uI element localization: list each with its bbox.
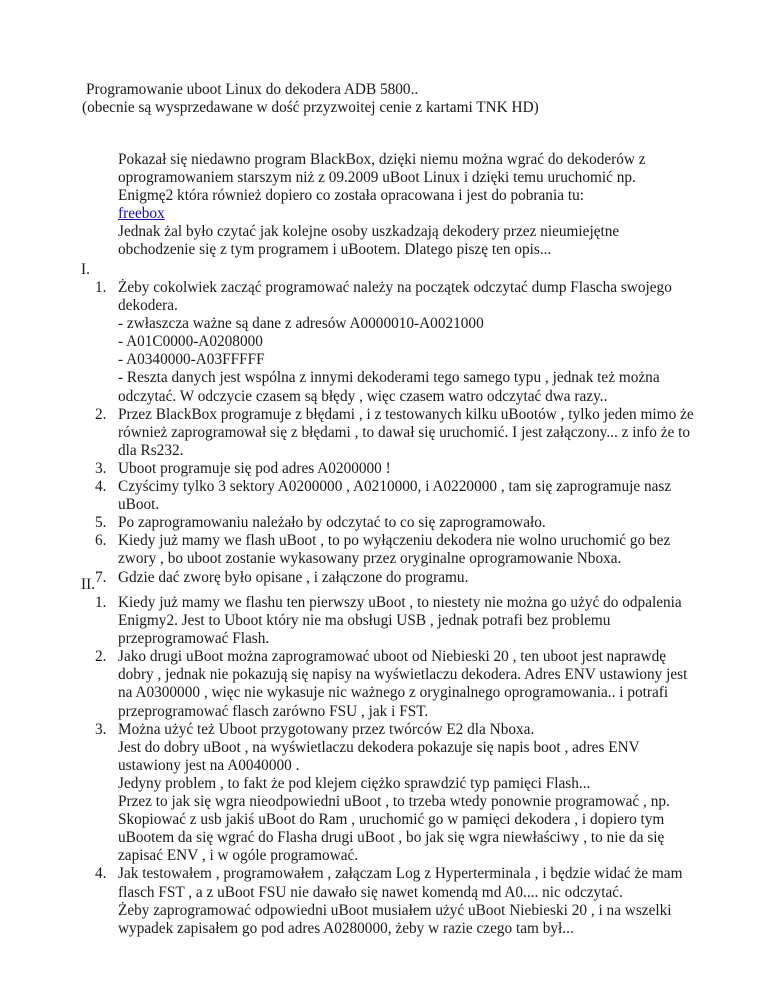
list-item-text: Gdzie dać zworę było opisane , i załączone do programu. — [118, 568, 469, 586]
list-item-text: Można użyć też Uboot przygotowany przez twórców E2 dla Nboxa. Jest do dobry uBoot , na wyświetlaczu dekodera pokazuje się napis boot , adres ENV ustawiony jest na A0040000 . Jedyny problem , to fakt że pod klejem ciężko sprawdzić typ pamięci Flash... Przez to jak się wgra nieodpowiedni uBoot , to trzeba wtedy ponownie programować , np. Skopiować z usb jakiś uBoot do Ram , uruchomić go w pamięci dekodera , i dopiero tym uBootem da się wgrać do Flasha drugi uBoot , bo jak się wgra niewłaściwy , to nie da się zapisać ENV , i w ogóle programować. — [118, 720, 670, 865]
intro-paragraph — [118, 151, 678, 260]
list-item-number: 1. — [95, 594, 107, 611]
list-item-number: 1. — [95, 279, 107, 296]
freebox-link[interactable]: freebox — [118, 205, 165, 223]
document-subtitle: (obecnie są wysprzedawane w dość przyzwoitej cenie z kartami TNK HD) — [82, 99, 539, 116]
section-2-label: II. — [81, 576, 96, 593]
list-item — [95, 478, 705, 514]
list-item-number: 6. — [95, 532, 107, 550]
list-item — [95, 460, 705, 478]
list-item — [95, 594, 705, 648]
list-item-number: 7. — [95, 568, 107, 586]
list-item-number: 5. — [95, 514, 107, 532]
list-item-number: 4. — [95, 478, 107, 496]
list-item — [95, 569, 705, 587]
list-item-text: Czyścimy tylko 3 sektory A0200000 , A0210000, i A0220000 , tam się zaprogramuje nasz uBoot. — [118, 478, 672, 514]
list-item-text: Przez BlackBox programuje z błędami , i z testowanych kilku uBootów , tylko jeden mimo że również zaprogramował się z błędami , to dawał się uruchomić. I jest załączony... z info że to dla Rs232. — [118, 405, 694, 459]
list-item — [95, 721, 705, 866]
list-item-text: Jak testowałem , programowałem , załączam Log z Hyperterminala , i będzie widać że mam flasch FST , a z uBoot FSU nie dawało się nawet komendą md A0.... nic odczytać. Żeby zaprogramować odpowiedni uBoot musiałem użyć uBoot Niebieski 20 , i na wszelki wypadek zapisałem go pod adres A0280000, żeby w razie czego tam był... — [118, 865, 683, 937]
list-item — [95, 865, 705, 937]
list-item — [95, 532, 705, 568]
list-item — [95, 279, 705, 406]
list-item — [95, 406, 705, 460]
section-2-list — [95, 594, 705, 938]
list-item-text: Kiedy już mamy we flash uBoot , to po wyłączeniu dekodera nie wolno uruchomić go bez zwory , bo uboot zostanie wykasowany przez oryginalne oprogramowanie Nboxa. — [118, 532, 671, 568]
list-item-number: 3. — [95, 720, 107, 738]
list-item — [95, 648, 705, 720]
list-item-text: Po zaprogramowaniu należało by odczytać to co się zaprogramowało. — [118, 514, 546, 532]
section-1-list — [95, 279, 705, 587]
list-item-number: 2. — [95, 405, 107, 423]
intro-text-2: Jednak żal było czytać jak kolejne osoby uszkadzają dekodery przez nieumiejętne obchodzenie się z tym programem i uBootem. Dlatego piszę ten opis... — [118, 223, 620, 259]
list-item-number: 3. — [95, 459, 107, 477]
document-title: Programowanie uboot Linux do dekodera ADB 5800.. — [86, 81, 419, 98]
list-item-text: Uboot programuje się pod adres A0200000 ! — [118, 459, 391, 477]
list-item — [95, 514, 705, 532]
list-item-text: Żeby cokolwiek zacząć programować należy na początek odczytać dump Flascha swojego dekodera. - zwłaszcza ważne są dane z adresów A0000010-A0021000 - A01C0000-A0208000 - A0340000-A03FFFFF - Reszta danych jest wspólna z innymi dekoderami tego samego typu , jednak też można odczytać. W odczycie czasem są błędy , więc czasem watro odczytać dwa razy.. — [118, 279, 672, 405]
list-item-text: Jako drugi uBoot można zaprogramować uboot od Niebieski 20 , ten uboot jest naprawdę dobry , jednak nie pokazują się napisy na wyświetlaczu dekodera. Adres ENV ustawiony jest na A0300000 , więc nie wykasuje nic ważnego z oryginalnego oprogramowania.. i potrafi przeprogramować flasch zarówno FSU , jak i FST. — [118, 648, 688, 720]
list-item-number: 2. — [95, 648, 107, 666]
intro-text: Pokazał się niedawno program BlackBox, dzięki niemu można wgrać do dekoderów z oprogramowaniem starszym niż z 09.2009 uBoot Linux i dzięki temu uruchomić np. Enigmę2 która również dopiero co została opracowana i jest do pobrania tu: — [118, 151, 646, 205]
list-item-text: Kiedy już mamy we flashu ten pierwszy uBoot , to niestety nie można go użyć do odpalenia Enigmy2. Jest to Uboot który nie ma obsługi USB , jednak potrafi bez problemu przeprogramować Flash. — [118, 594, 682, 648]
section-1-label: I. — [81, 261, 90, 278]
list-item-number: 4. — [95, 865, 107, 883]
